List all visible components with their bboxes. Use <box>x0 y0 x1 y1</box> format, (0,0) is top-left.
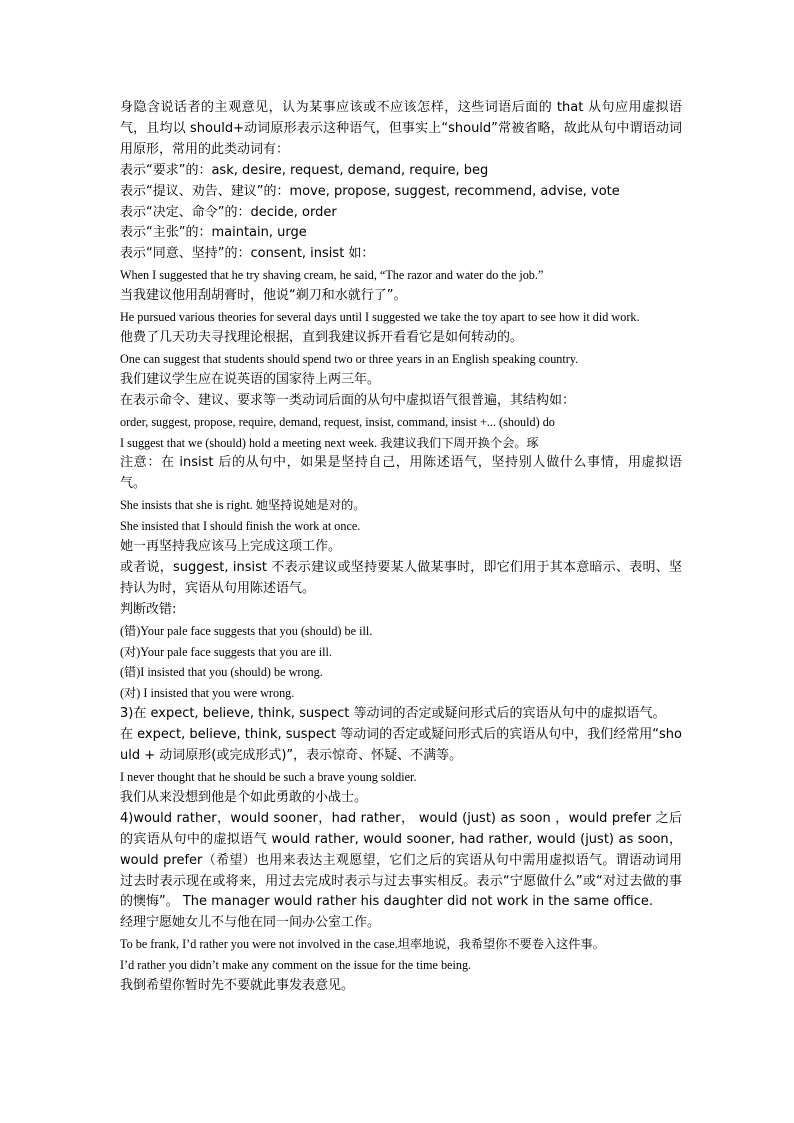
document-body <box>120 98 682 997</box>
exercise-item: (错)I insisted that you (should) be wrong. <box>120 665 323 680</box>
line-suggest-verbs: 表示“提议、劝告、建议”的：move, propose, suggest, recommend, advise, vote <box>120 183 620 199</box>
example-sentence: When I suggested that he try shaving cream, he said, “The razor and water do the job.” <box>120 268 544 283</box>
example-translation: 我们建议学生应在说英语的国家待上两三年。 <box>120 371 381 387</box>
exercise-item: (对) I insisted that you were wrong. <box>120 686 295 701</box>
example-sentence: I never thought that he should be such a brave young soldier. <box>120 770 417 784</box>
example-translation: 我倒希望你暂时先不要就此事发表意见。 <box>120 978 355 994</box>
example-sentence: I’d rather you didn’t make any comment on the issue for the time being. <box>120 958 472 973</box>
paragraph-intro: 身隐含说话者的主观意见，认为某事应该或不应该怎样，这些词语后面的 that 从句应用虚拟语气，且均以 should+动词原形表示这种语气，但事实上“should”常被省略，故此从句中谓语动词用原形，常用的此类动词有： <box>120 100 682 157</box>
line-decide-verbs: 表示“决定、命令”的：decide, order <box>120 204 337 220</box>
example-translation: 她一再坚持我应该马上完成这项工作。 <box>120 539 342 555</box>
exercise-heading: 判断改错: <box>120 601 177 617</box>
line-request-verbs: 表示“要求”的：ask, desire, request, demand, require, beg <box>120 162 489 178</box>
structure-formula: order, suggest, propose, require, demand, request, insist, command, insist +... (should) do <box>120 414 555 429</box>
example-sentence: One can suggest that students should spend two or three years in an English speaking country. <box>120 351 579 366</box>
section-heading-4: 4)would rather，would sooner，had rather， would (just) as soon ，would prefer 之后的宾语从句中的虚拟语气 would rather, would sooner, had rather, would (just) as soon，would prefer（希望）也用来表达主观愿望，它们之后的宾语从句中需用虚拟语气。谓语动词用过去时表示现在或将来，用过去完成时表示与过去事实相反。表示“宁愿做什么”或“对过去做的事的懊悔”。 The manager would rather his daughter did not work in the same office. <box>120 810 682 910</box>
example-translation: 经理宁愿她女儿不与他在同一间办公室工作。 <box>120 915 381 931</box>
line-maintain-verbs: 表示“主张”的：maintain, urge <box>120 225 307 241</box>
example-sentence: He pursued various theories for several days until I suggested we take the toy apart to see how it did work. <box>120 310 640 325</box>
exercise-item: (错)Your pale face suggests that you (should) be ill. <box>120 623 373 638</box>
example-translation: 他费了几天功夫寻找理论根据，直到我建议拆开看看它是如何转动的。 <box>120 329 524 345</box>
line-insist-verbs: 表示“同意、坚持”的：consent, insist 如： <box>120 246 375 262</box>
exercise-item: (对)Your pale face suggests that you are ill. <box>120 644 332 659</box>
rule-description: 在表示命令、建议、要求等一类动词后面的从句中虚拟语气很普遍，其结构如： <box>120 392 576 408</box>
example-sentence: To be frank, I’d rather you were not involved in the case.坦率地说，我希望你不要卷入这件事。 <box>120 937 605 952</box>
rule-description: 在 expect, believe, think, suspect 等动词的否定或疑问形式后的宾语从句中，我们经常用“should + 动词原形(或完成形式)”，表示惊奇、怀疑、不满等。 <box>120 727 682 764</box>
section-heading-3: 3)在 expect, believe, think, suspect 等动词的否定或疑问形式后的宾语从句中的虚拟语气。 <box>120 706 666 722</box>
note-insist: 注意：在 insist 后的从句中，如果是坚持自己，用陈述语气，坚持别人做什么事情，用虚拟语气。 <box>120 455 682 492</box>
example-sentence: She insisted that I should finish the work at once. <box>120 519 361 534</box>
note-indicative: 或者说，suggest, insist 不表示建议或坚持要某人做某事时，即它们用于其本意暗示、表明、坚持认为时，宾语从句用陈述语气。 <box>120 559 682 596</box>
example-translation: 我们从来没想到他是个如此勇敢的小战士。 <box>120 789 368 805</box>
example-sentence: She insists that she is right. 她坚持说她是对的。 <box>120 498 366 513</box>
example-sentence: I suggest that we (should) hold a meeting next week. 我建议我们下周开换个会。琢 <box>120 435 539 450</box>
example-translation: 当我建议他用刮胡膏时，他说“剃刀和水就行了”。 <box>120 288 407 304</box>
